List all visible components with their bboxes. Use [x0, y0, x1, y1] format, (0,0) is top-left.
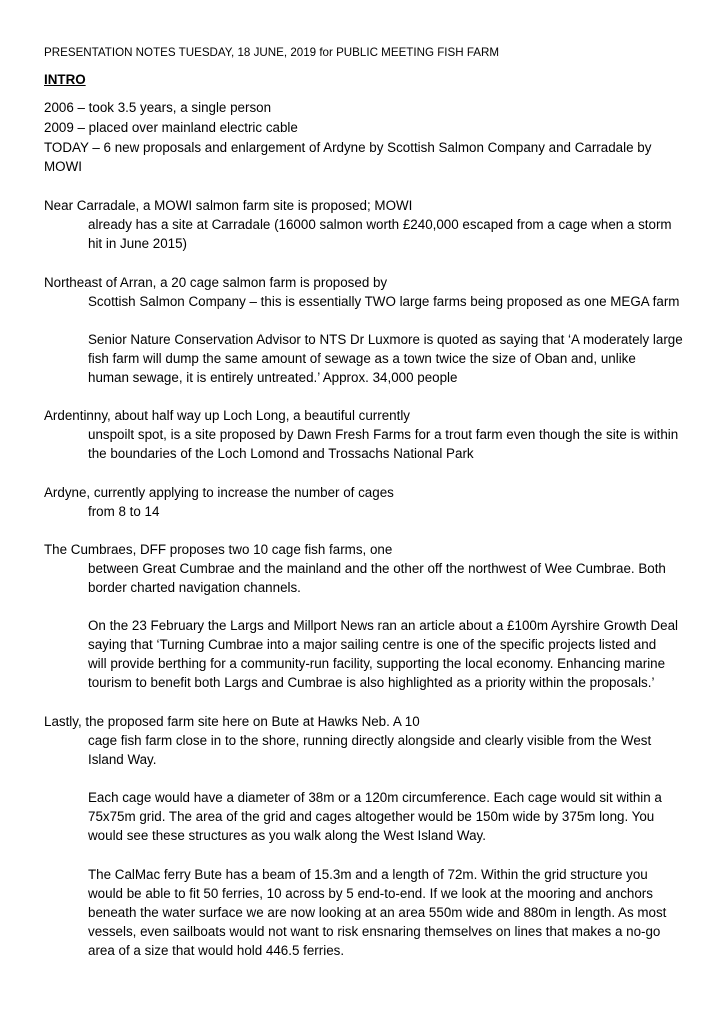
carradale-paragraph-line: hit in June 2015): [88, 236, 188, 251]
arran-quote-line: human sewage, it is entirely untreated.’ Approx. 34,000 people: [88, 370, 458, 385]
bute-cage-line: would see these structures as you walk along the West Island Way.: [88, 828, 486, 843]
arran-quote-line: Senior Nature Conservation Advisor to NTS Dr Luxmore is quoted as saying that ‘A moderately large: [88, 332, 683, 347]
cumbraes-paragraph-line: border charted navigation channels.: [88, 580, 301, 595]
carradale-paragraph-line: Near Carradale, a MOWI salmon farm site is proposed; MOWI: [44, 198, 413, 213]
cumbraes-article-line: will provide berthing for a community-run facility, supporting the local economy. Enhancing marine: [88, 656, 666, 671]
bute-cage-line: Each cage would have a diameter of 38m or a 120m circumference. Each cage would sit within a: [88, 790, 662, 805]
bute-ferry-line: would be able to fit 50 ferries, 10 across by 5 end-to-end. If we look at the mooring and anchors: [88, 886, 653, 901]
bute-paragraph-line: Lastly, the proposed farm site here on Bute at Hawks Neb. A 10: [44, 714, 420, 729]
cumbraes-paragraph-line: The Cumbraes, DFF proposes two 10 cage fish farms, one: [44, 542, 393, 557]
bute-paragraph-line: Island Way.: [88, 752, 157, 767]
bute-cage-line: 75x75m grid. The area of the grid and cages altogether would be 150m wide by 375m long. You: [88, 809, 655, 824]
arran-paragraph-line: Northeast of Arran, a 20 cage salmon farm is proposed by: [44, 275, 388, 290]
timeline-line: TODAY – 6 new proposals and enlargement of Ardyne by Scottish Salmon Company and Carradale by: [44, 140, 652, 155]
bute-ferry-line: The CalMac ferry Bute has a beam of 15.3m and a length of 72m. Within the grid structure you: [88, 867, 648, 882]
ardentinny-paragraph-line: the boundaries of the Loch Lomond and Trossachs National Park: [88, 446, 474, 461]
timeline-line: 2006 – took 3.5 years, a single person: [44, 100, 272, 115]
carradale-paragraph-line: already has a site at Carradale (16000 salmon worth £240,000 escaped from a cage when a storm: [88, 217, 672, 232]
cumbraes-article-line: saying that ‘Turning Cumbrae into a major sailing centre is one of the specific projects listed and: [88, 637, 657, 652]
bute-paragraph-line: cage fish farm close in to the shore, running directly alongside and clearly visible from the West: [88, 733, 652, 748]
timeline-line: 2009 – placed over mainland electric cable: [44, 120, 298, 135]
ardentinny-paragraph-line: Ardentinny, about half way up Loch Long, a beautiful currently: [44, 408, 410, 423]
cumbraes-paragraph-line: between Great Cumbrae and the mainland and the other off the northwest of Wee Cumbrae. Both: [88, 561, 666, 576]
ardyne-paragraph-line: from 8 to 14: [88, 504, 160, 519]
intro-heading: INTRO: [44, 72, 86, 87]
arran-quote-line: fish farm will dump the same amount of sewage as a town twice the size of Oban and, unlike: [88, 351, 636, 366]
cumbraes-article-line: tourism to benefit both Largs and Cumbrae is also highlighted as a priority within the proposals.’: [88, 675, 655, 690]
bute-ferry-line: vessels, even sailboats would not want to risk ensnaring themselves on lines that makes a no-go: [88, 924, 661, 939]
arran-paragraph-line: Scottish Salmon Company – this is essentially TWO large farms being proposed as one MEGA farm: [88, 294, 680, 309]
ardyne-paragraph-line: Ardyne, currently applying to increase the number of cages: [44, 485, 394, 500]
ardentinny-paragraph-line: unspoilt spot, is a site proposed by Dawn Fresh Farms for a trout farm even though the site is within: [88, 427, 679, 442]
bute-ferry-line: area of a size that would hold 446.5 ferries.: [88, 943, 345, 958]
bute-ferry-line: beneath the water surface we are now looking at an area 550m wide and 880m in length. As most: [88, 905, 667, 920]
timeline-line: MOWI: [44, 159, 82, 174]
cumbraes-article-line: On the 23 February the Largs and Millport News ran an article about a £100m Ayrshire Growth Deal: [88, 618, 678, 633]
document-header: PRESENTATION NOTES TUESDAY, 18 JUNE, 2019 for PUBLIC MEETING FISH FARM: [44, 46, 500, 59]
